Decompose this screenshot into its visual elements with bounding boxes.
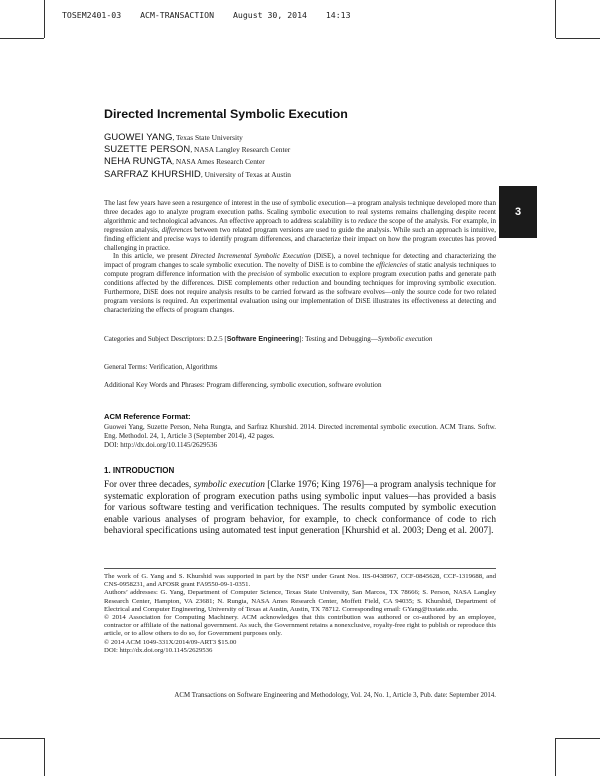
footnotes: [104, 573, 496, 655]
author-affiliation: , NASA Langley Research Center: [190, 145, 291, 155]
abstract-emphasis: efficiencies: [375, 261, 408, 270]
reference-citation: Guowei Yang, Suzette Person, Neha Rungta, and Sarfraz Khurshid. 2014. Directed incremental symbolic execution. ACM Trans. Softw. Eng. Methodol. 24, 1, Article 3 (September 2014), 42 pages.: [104, 423, 496, 441]
crop-mark: [555, 0, 556, 38]
author-entry: [104, 131, 484, 143]
footnote-funding: The work of G. Yang and S. Khurshid was supported in part by the NSF under Grant Nos. IIS-0438967, CCF-0845628, CCF-1319688, and CNS-0958231, and AFOSR grant FA9550-09-1-0351.: [104, 573, 496, 589]
categories-italic: Symbolic execution: [377, 335, 433, 343]
abstract-text: In this article, we present: [113, 252, 191, 261]
general-terms: General Terms: Verification, Algorithms: [104, 363, 218, 371]
categories-prefix: Categories and Subject Descriptors: D.2.5 [: [104, 335, 227, 343]
footnote-addresses: Authors’ addresses: G. Yang, Department of Computer Science, Texas State University, San Marcos, TX 78666; S. Person, NASA Langley Research Center, Hampton, VA 23681; N. Rungta, NASA Ames Research Center, Moffett Field, CA 94035; S. Khurshid, Department of Electrical and Computer Engineering, University of Texas at Austin, Austin, TX 78712. Corresponding email: GYang@txstate.edu.: [104, 589, 496, 613]
author-name: NEHA RUNGTA: [104, 155, 173, 167]
header-time: 14:13: [325, 10, 351, 20]
abstract-text: between two related program versions are used to guide the analysis. While such an approach is intuitive, finding efficient and precise ways to identify program differences, and characterize their impact on how the program executes has proved challenging in practice.: [104, 225, 497, 252]
author-affiliation: , University of Texas at Austin: [200, 169, 291, 179]
author-affiliation: , NASA Ames Research Center: [172, 157, 265, 167]
intro-text: For over three decades,: [104, 480, 194, 490]
header-doc-id: TOSEM2401-03: [62, 10, 122, 20]
footnote-copyright: © 2014 Association for Computing Machinery. ACM acknowledges that this contribution was authored or co-authored by an employee, contractor or affiliate of the national government. As such, the Government retains a nonexclusive, royalty-free right to publish or reproduce this article, or to allow others to do so, for Government purposes only.: [104, 614, 496, 638]
intro-emphasis: symbolic execution: [193, 480, 265, 490]
abstract-paragraph: [104, 199, 496, 252]
abstract-text: of symbolic execution to explore program execution paths and generate path conditions affected by the differences. DiSE complements other reduction and bounding techniques for improving symbolic execution. Furthermore, DiSE does not require analysis results to be carried forward as the software evolves—only the source code for two related program versions is required. An experimental evaluation using our implementation of DiSE illustrates its effectiveness at detecting and characterizing the effects of program changes.: [104, 270, 496, 314]
crop-mark: [555, 738, 556, 776]
author-name: SARFRAZ KHURSHID: [104, 167, 201, 179]
abstract-emphasis: reduce: [358, 216, 378, 225]
author-entry: [104, 168, 484, 180]
categories-bold: Software Engineering: [226, 336, 300, 343]
crop-mark: [0, 38, 44, 39]
crop-mark: [0, 738, 44, 739]
abstract-emphasis: differences: [161, 225, 193, 234]
author-list: [104, 131, 484, 180]
categories-middle: ]: Testing and Debugging—: [299, 335, 378, 343]
reference-format-heading: ACM Reference Format:: [104, 412, 191, 421]
author-name: GUOWEI YANG: [104, 131, 173, 142]
keywords: Additional Key Words and Phrases: Program differencing, symbolic execution, software evolution: [104, 381, 382, 389]
running-header: [62, 10, 365, 20]
abstract-text: The last few years have seen a resurgence of interest in the use of symbolic execution—a program analysis technique developed more than three decades ago to analyze program execution paths. Scaling symbolic execution to real systems remains challenging despite recent algorithmic and technological advances. An effective approach to address scalability is to: [104, 199, 496, 225]
abstract-text: of static analysis techniques to compute program difference information with the: [104, 261, 496, 279]
footnote-doi[interactable]: DOI: http://dx.doi.org/10.1145/2629536: [104, 646, 213, 654]
intro-paragraph: [104, 480, 496, 538]
footnote-copyright-price: © 2014 ACM 1049-331X/2014/09-ART3 $15.00: [104, 638, 237, 646]
header-journal: ACM-TRANSACTION: [140, 10, 215, 20]
abstract: [104, 199, 496, 315]
reference-format: [104, 423, 496, 451]
running-footer: ACM Transactions on Software Engineering and Methodology, Vol. 24, No. 1, Article 3, Pub. date: September 2014.: [174, 692, 496, 699]
abstract-text: the scope of the analysis. For example, in regression analysis,: [104, 216, 496, 234]
article-number: 3: [514, 206, 522, 218]
header-date: August 30, 2014: [232, 10, 307, 20]
abstract-text: (DiSE), a novel technique for detecting and characterizing the impact of program changes to scale symbolic execution. The novelty of DiSE is to combine the: [104, 252, 497, 270]
reference-doi[interactable]: DOI: http://dx.doi.org/10.1145/2629536: [104, 441, 218, 450]
crop-mark: [556, 738, 600, 739]
author-entry: [104, 155, 484, 167]
abstract-paragraph: [104, 252, 496, 314]
paper-title: Directed Incremental Symbolic Execution: [104, 107, 348, 121]
abstract-emphasis: precision: [248, 270, 275, 279]
abstract-emphasis: Directed Incremental Symbolic Execution: [190, 252, 311, 261]
crop-mark: [556, 38, 600, 39]
footnote-divider: [104, 568, 496, 569]
crop-mark: [44, 738, 45, 776]
author-entry: [104, 143, 484, 155]
author-affiliation: , Texas State University: [172, 133, 243, 142]
categories-line: [104, 335, 496, 345]
author-name: SUZETTE PERSON: [104, 143, 191, 155]
intro-text: [Clarke 1976; King 1976]—a program analysis technique for systematic exploration of program execution paths using symbolic input values—has provided a basis for various software testing and verification techniques. The results computed by symbolic execution enable various analyses of program behavior, for example, to check conformance of code to rich behavioral specifications using automated test input generation [Khurshid et al. 2003; Deng et al. 2007].: [104, 480, 496, 537]
crop-mark: [44, 0, 45, 38]
article-number-tab: [499, 186, 537, 238]
section-heading: 1. INTRODUCTION: [104, 466, 175, 475]
